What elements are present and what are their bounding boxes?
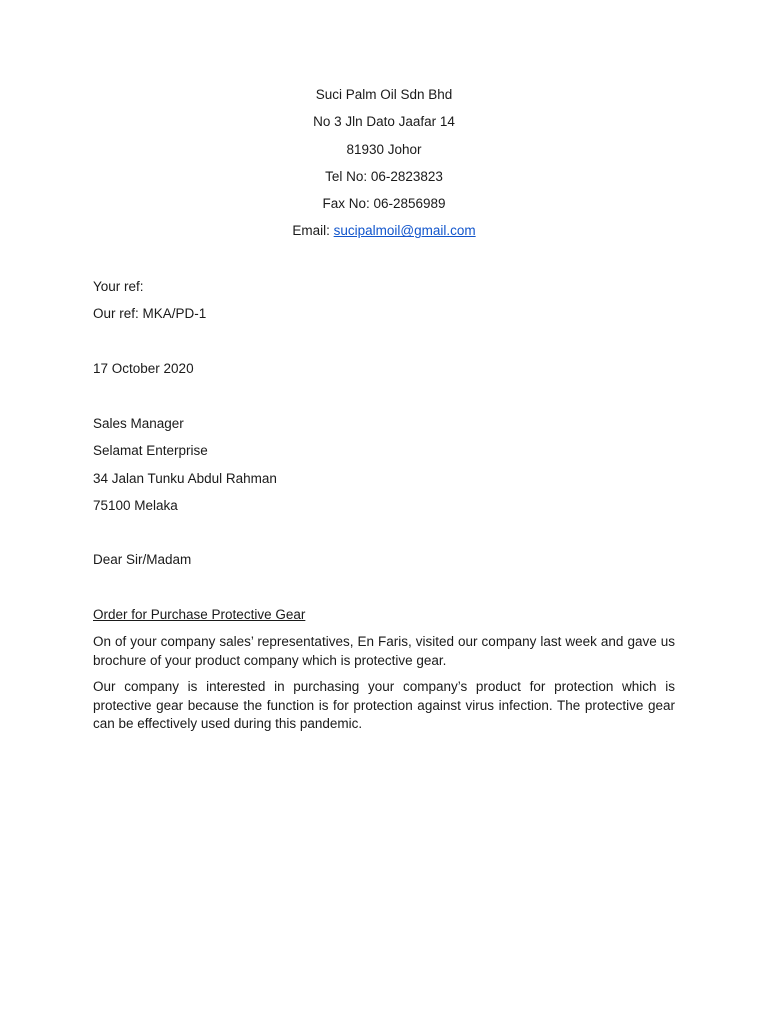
- reference-block: [93, 278, 675, 333]
- body-paragraph-1: On of your company sales’ representatives, En Faris, visited our company last week and gave us brochure of your product company which is protective gear.: [93, 634, 675, 668]
- recipient-address-line2: 75100 Melaka: [93, 497, 178, 513]
- sender-address-line2: 81930 Johor: [346, 141, 422, 157]
- recipient-block: [93, 415, 675, 524]
- sender-tel: Tel No: 06-2823823: [325, 168, 443, 184]
- sender-fax: Fax No: 06-2856989: [322, 196, 446, 212]
- sender-email-line: [0, 222, 768, 249]
- salutation-block: [93, 551, 675, 578]
- body-block: [93, 633, 675, 734]
- subject-block: [93, 606, 675, 633]
- body-paragraph-2: Our company is interested in purchasing your company’s product for protection which is protective gear because the function is for protection against virus infection. The protective gear can be effectively used during this pandemic.: [93, 679, 675, 731]
- our-ref: Our ref: MKA/PD-1: [93, 306, 207, 322]
- sender-letterhead: [0, 86, 768, 250]
- sender-address-line1: No 3 Jln Dato Jaafar 14: [313, 114, 455, 130]
- recipient-title: Sales Manager: [93, 416, 184, 431]
- sender-company: Suci Palm Oil Sdn Bhd: [315, 87, 453, 102]
- letter-subject: Order for Purchase Protective Gear: [93, 607, 306, 622]
- sender-email-label: Email:: [292, 223, 330, 239]
- sender-email-link[interactable]: sucipalmoil@gmail.com: [333, 223, 476, 239]
- your-ref: Your ref:: [93, 279, 144, 294]
- subject-line: [93, 606, 675, 633]
- salutation: Dear Sir/Madam: [93, 552, 192, 567]
- letter-date: 17 October 2020: [93, 361, 194, 376]
- date-block: [93, 360, 675, 387]
- recipient-company: Selamat Enterprise: [93, 443, 208, 459]
- recipient-address-line1: 34 Jalan Tunku Abdul Rahman: [93, 470, 277, 486]
